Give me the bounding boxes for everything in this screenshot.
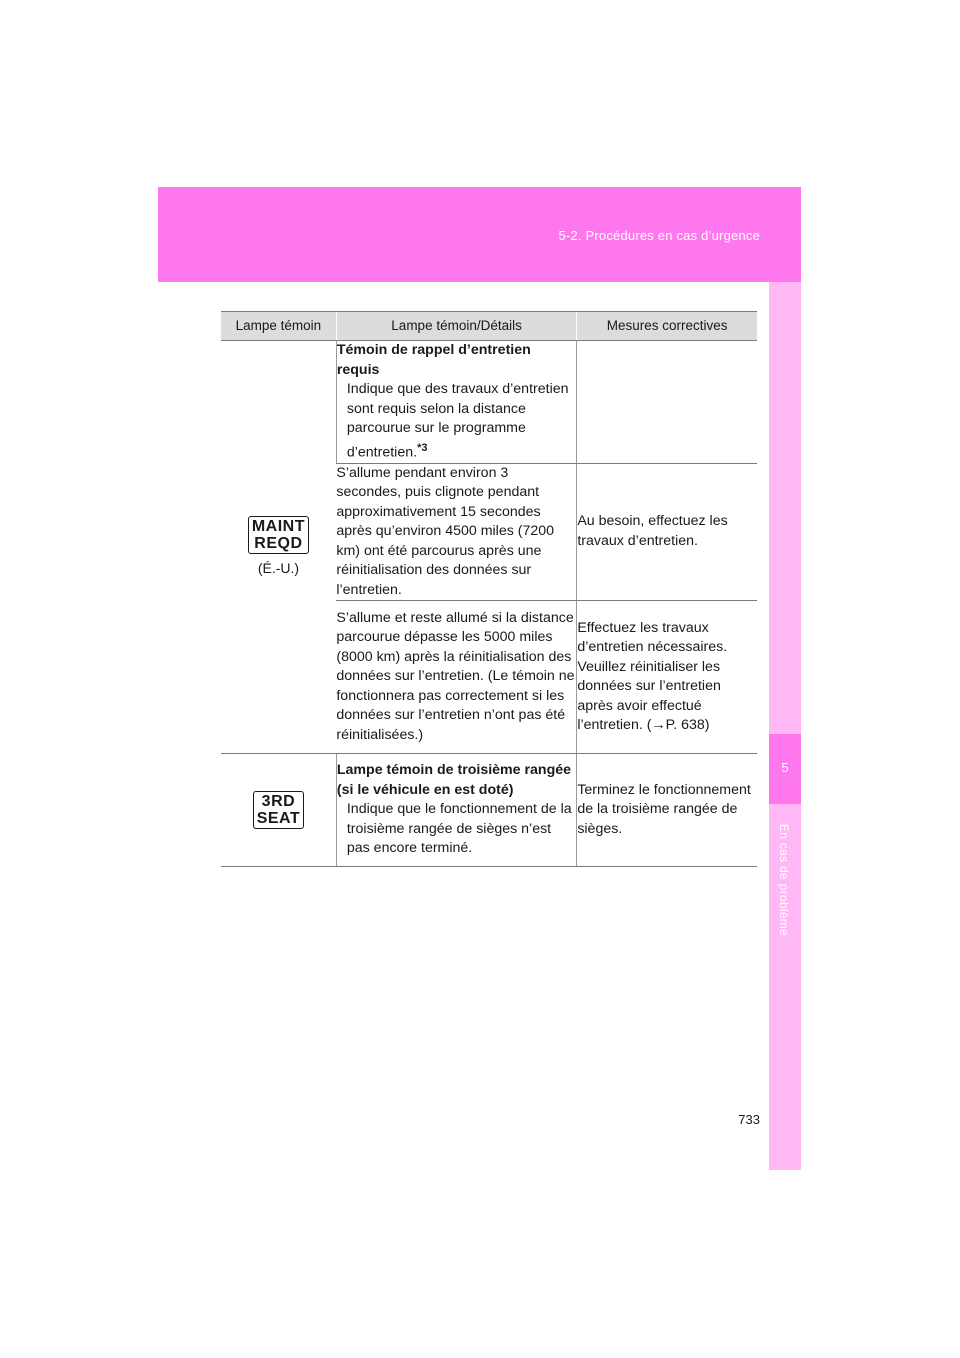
header-band (158, 187, 801, 282)
action-text: Effectuez les travaux d’entretien nécessaires. (577, 619, 728, 656)
maint-action-cell (577, 341, 757, 464)
table-row (221, 754, 757, 867)
header-lamp: Lampe témoin (221, 312, 336, 341)
maint-detail-cell: S’allume pendant environ 3 secondes, puis clignote pendant approximativement 15 secondes après qu’environ 4500 miles (7200 km) ont été parcourus après une réinitialisation des données sur l’entretien. (336, 463, 576, 601)
lamp-region-caption: (É.-U.) (257, 559, 300, 576)
maint-lamp-cell (221, 341, 336, 754)
chapter-title (770, 810, 798, 950)
footnote-ref: *3 (417, 441, 428, 454)
maint-reqd-icon: MAINT REQD (248, 516, 309, 554)
third-seat-detail-cell (336, 754, 576, 867)
section-title: 5-2. Procédures en cas d’urgence (558, 228, 760, 243)
chapter-side-tab (769, 282, 801, 1170)
third-seat-lamp-cell (221, 754, 336, 867)
third-seat-action-cell: Terminez le fonctionnement de la troisième rangée de sièges. (577, 754, 757, 867)
maint-title: Témoin de rappel d’entretien requis (336, 342, 531, 378)
action-text: Veuillez réinitialiser les données sur l’entretien après avoir effectué l’entretien. (→P. 638) (577, 658, 721, 734)
chapter-title-text: En cas de problème (777, 823, 792, 937)
maint-action-cell (577, 601, 757, 754)
warning-lamp-table (221, 311, 757, 867)
table-header-row (221, 312, 757, 341)
third-seat-title: Lampe témoin de troisième rangée (336, 762, 572, 779)
table-row (221, 341, 757, 464)
maint-action-cell: Au besoin, effectuez les travaux d’entretien. (577, 463, 757, 601)
third-seat-description: Indique que le fonctionnement de la troisième rangée de sièges n’est pas encore terminé. (346, 801, 572, 857)
chapter-number: 5 (781, 760, 789, 775)
header-actions: Mesures correctives (577, 312, 757, 341)
third-seat-icon: 3RD SEAT (253, 791, 304, 829)
maint-detail-cell: S’allume et reste allumé si la distance parcourue dépasse les 5000 miles (8000 km) après la réinitialisation des données sur l’entretien. (Le témoin ne fonctionnera pas correctement si les données sur l’entretien n’ont pas été réinitialisées.) (336, 601, 576, 754)
third-seat-qualifier: (si le véhicule en est doté) (336, 781, 514, 798)
header-details: Lampe témoin/Détails (336, 312, 576, 341)
maint-description: Indique que des travaux d’entretien sont requis selon la distance parcourue sur le programme d’entretien.$^{*3}$ (346, 381, 569, 461)
maint-detail-cell (336, 341, 576, 464)
page-number: 733 (738, 1112, 760, 1127)
